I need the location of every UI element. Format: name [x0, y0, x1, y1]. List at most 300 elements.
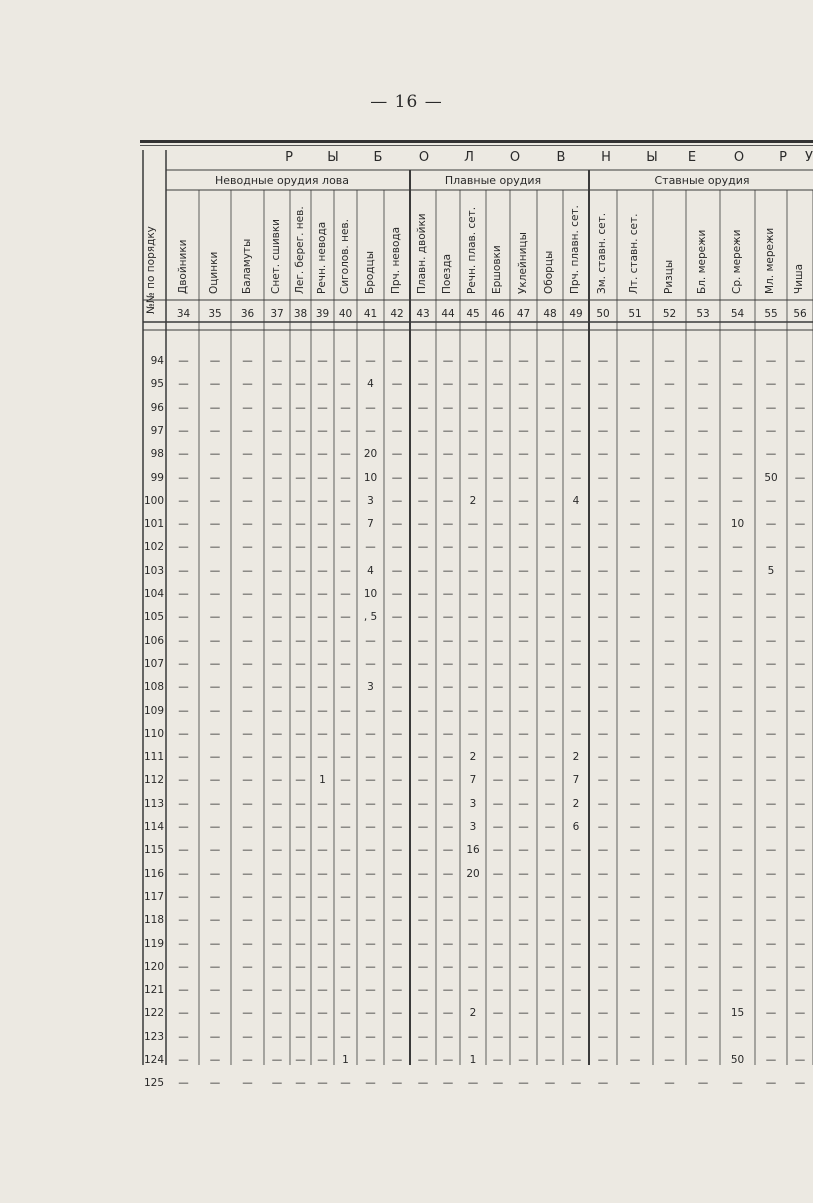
- table-cell-empty: —: [271, 960, 283, 973]
- table-cell-empty: —: [544, 914, 556, 927]
- table-cell-value: 20: [466, 867, 480, 880]
- table-cell-empty: —: [570, 611, 582, 624]
- table-cell-empty: —: [597, 378, 609, 391]
- table-cell-empty: —: [492, 541, 504, 554]
- table-cell-empty: —: [417, 471, 429, 484]
- column-label: Прч. невода: [390, 226, 402, 294]
- row-number: 104: [143, 588, 164, 600]
- table-cell-empty: —: [391, 355, 403, 367]
- table-cell-empty: —: [518, 1030, 529, 1043]
- table-cell-empty: —: [518, 588, 529, 600]
- table-cell-empty: —: [732, 494, 743, 507]
- table-cell-empty: —: [365, 1030, 376, 1043]
- row-number: 120: [143, 960, 164, 973]
- table-cell-empty: —: [697, 401, 709, 414]
- table-cell-empty: —: [209, 1007, 221, 1020]
- table-cell-empty: —: [732, 657, 743, 670]
- table-cell-empty: —: [417, 1077, 429, 1090]
- table-cell-empty: —: [467, 424, 479, 437]
- row-number: 112: [143, 774, 164, 787]
- table-cell-empty: —: [467, 378, 479, 391]
- table-cell-empty: —: [570, 937, 582, 950]
- table-cell-empty: —: [467, 914, 479, 927]
- table-cell-empty: —: [697, 984, 709, 997]
- table-cell-empty: —: [732, 588, 743, 600]
- table-cell-empty: —: [794, 471, 806, 484]
- table-cell-empty: —: [391, 588, 403, 600]
- table-cell-empty: —: [442, 984, 454, 997]
- table-cell-empty: —: [442, 821, 454, 833]
- table-cell-empty: —: [518, 984, 529, 997]
- table-cell-empty: —: [178, 588, 189, 600]
- table-cell-empty: —: [242, 1077, 253, 1090]
- table-cell-empty: —: [664, 588, 675, 600]
- table-cell-empty: —: [340, 867, 351, 880]
- table-cell-empty: —: [242, 611, 253, 624]
- table-cell-empty: —: [317, 914, 328, 927]
- title-letter: Ы: [327, 150, 339, 165]
- table-cell-empty: —: [317, 355, 328, 367]
- table-cell-empty: —: [664, 611, 675, 624]
- table-cell-empty: —: [492, 1030, 504, 1043]
- table-cell-empty: —: [271, 611, 283, 624]
- table-cell-empty: —: [518, 914, 529, 927]
- table-cell-empty: —: [467, 588, 479, 600]
- table-cell-empty: —: [794, 378, 806, 391]
- table-cell-empty: —: [417, 984, 429, 997]
- table-cell-empty: —: [697, 960, 709, 973]
- table-cell-empty: —: [209, 378, 221, 391]
- table-cell-empty: —: [178, 1007, 189, 1020]
- table-cell-empty: —: [467, 727, 479, 740]
- table-cell-empty: —: [295, 751, 306, 764]
- table-cell-empty: —: [492, 844, 504, 857]
- table-cell-empty: —: [629, 588, 641, 600]
- table-cell-empty: —: [178, 634, 189, 647]
- table-cell-empty: —: [570, 960, 582, 973]
- table-cell-empty: —: [629, 844, 641, 857]
- row-number: 118: [143, 914, 164, 927]
- table-cell-empty: —: [629, 378, 641, 391]
- table-cell-empty: —: [629, 611, 641, 624]
- table-cell-empty: —: [295, 984, 306, 997]
- table-cell-empty: —: [492, 588, 504, 600]
- table-cell-empty: —: [544, 1030, 556, 1043]
- title-letter: Р: [285, 150, 293, 165]
- table-cell-empty: —: [467, 471, 479, 484]
- table-cell-empty: —: [518, 844, 529, 857]
- table-cell-empty: —: [794, 424, 806, 437]
- table-cell-empty: —: [340, 1007, 351, 1020]
- table-cell-value: 10: [363, 588, 378, 600]
- title-letter: О: [509, 150, 521, 165]
- table-cell-empty: —: [765, 494, 777, 507]
- table-cell-value: 50: [764, 471, 778, 484]
- table-cell-empty: —: [391, 937, 403, 950]
- table-cell-empty: —: [570, 588, 582, 600]
- table-cell-empty: —: [391, 518, 403, 531]
- table-cell-empty: —: [442, 588, 454, 600]
- table-cell-empty: —: [295, 1077, 306, 1090]
- table-cell-empty: —: [391, 378, 403, 391]
- column-number: 48: [543, 308, 557, 320]
- table-cell-empty: —: [391, 471, 403, 484]
- table-cell-empty: —: [794, 518, 806, 531]
- table-cell-empty: —: [664, 634, 675, 647]
- table-cell-empty: —: [597, 611, 609, 624]
- table-cell-empty: —: [417, 727, 429, 740]
- table-cell-empty: —: [417, 1007, 429, 1020]
- table-cell-empty: —: [732, 448, 743, 461]
- table-cell-empty: —: [317, 867, 328, 880]
- table-cell-empty: —: [209, 681, 221, 694]
- table-cell-empty: —: [391, 494, 403, 507]
- table-cell-empty: —: [340, 727, 351, 740]
- table-cell-empty: —: [794, 355, 806, 367]
- table-cell-empty: —: [492, 564, 504, 577]
- table-cell-empty: —: [544, 424, 556, 437]
- table-cell-empty: —: [492, 1054, 504, 1066]
- table-cell-empty: —: [765, 774, 777, 787]
- table-cell-empty: —: [664, 681, 675, 694]
- table-cell-empty: —: [664, 448, 675, 461]
- title-letter: Н: [601, 150, 611, 165]
- table-cell-empty: —: [664, 355, 675, 367]
- table-cell-empty: —: [629, 448, 641, 461]
- table-cell-empty: —: [664, 890, 675, 903]
- title-letter: О: [733, 150, 745, 165]
- table-cell-empty: —: [340, 564, 351, 577]
- table-cell-empty: —: [271, 588, 283, 600]
- table-cell-empty: —: [518, 634, 529, 647]
- table-cell-empty: —: [629, 401, 641, 414]
- table-cell-empty: —: [242, 937, 253, 950]
- table-cell-empty: —: [209, 424, 221, 437]
- table-cell-empty: —: [271, 821, 283, 833]
- row-number: 96: [150, 401, 164, 414]
- table-cell-empty: —: [597, 844, 609, 857]
- table-cell-empty: —: [794, 774, 806, 787]
- row-number: 106: [143, 634, 164, 647]
- table-cell-empty: —: [597, 1030, 609, 1043]
- table-cell-empty: —: [544, 984, 556, 997]
- table-cell-empty: —: [492, 681, 504, 694]
- table-cell-empty: —: [417, 797, 429, 810]
- title-letter: Ы: [646, 150, 658, 165]
- table-cell-empty: —: [271, 424, 283, 437]
- table-cell-empty: —: [697, 634, 709, 647]
- table-cell-empty: —: [178, 797, 189, 810]
- table-cell-empty: —: [544, 564, 556, 577]
- table-cell-empty: —: [340, 611, 351, 624]
- table-cell-empty: —: [340, 704, 351, 717]
- table-cell-empty: —: [765, 401, 777, 414]
- table-cell-value: 3: [469, 821, 477, 833]
- table-cell-empty: —: [178, 424, 189, 437]
- table-cell-empty: —: [467, 448, 479, 461]
- table-cell-empty: —: [417, 355, 429, 367]
- table-cell-empty: —: [544, 797, 556, 810]
- table-cell-empty: —: [242, 867, 253, 880]
- title-letter: Р: [779, 150, 787, 165]
- table-cell-empty: —: [271, 518, 283, 531]
- table-cell-empty: —: [178, 611, 189, 624]
- table-cell-empty: —: [794, 541, 806, 554]
- table-cell-empty: —: [732, 424, 743, 437]
- table-cell-empty: —: [417, 588, 429, 600]
- table-cell-empty: —: [340, 518, 351, 531]
- table-cell-empty: —: [732, 471, 743, 484]
- table-cell-empty: —: [664, 727, 675, 740]
- table-cell-empty: —: [365, 867, 376, 880]
- table-cell-empty: —: [544, 401, 556, 414]
- table-cell-empty: —: [209, 518, 221, 531]
- row-number: 109: [143, 704, 164, 717]
- table-cell-empty: —: [765, 821, 777, 833]
- table-cell-empty: —: [242, 914, 253, 927]
- table-cell-empty: —: [317, 611, 328, 624]
- table-cell-empty: —: [697, 867, 709, 880]
- table-cell-empty: —: [794, 657, 806, 670]
- column-label: Ср. мережи: [730, 229, 743, 294]
- table-cell-empty: —: [271, 914, 283, 927]
- table-cell-empty: —: [570, 914, 582, 927]
- table-cell-empty: —: [209, 541, 221, 554]
- table-cell-empty: —: [518, 355, 529, 367]
- table-cell-value: 7: [469, 774, 477, 787]
- table-cell-empty: —: [178, 727, 189, 740]
- table-cell-empty: —: [340, 960, 351, 973]
- table-cell-empty: —: [442, 681, 454, 694]
- table-cell-empty: —: [391, 657, 403, 670]
- table-cell-empty: —: [697, 890, 709, 903]
- table-cell-empty: —: [365, 424, 376, 437]
- table-cell-empty: —: [544, 1054, 556, 1066]
- table-cell-empty: —: [178, 1030, 189, 1043]
- column-label: Ризцы: [662, 259, 675, 294]
- table-cell-empty: —: [209, 914, 221, 927]
- column-number: 56: [793, 308, 807, 320]
- table-cell-empty: —: [417, 424, 429, 437]
- column-number: 36: [240, 308, 255, 320]
- table-cell-empty: —: [544, 727, 556, 740]
- table-cell-empty: —: [664, 401, 675, 414]
- table-cell-empty: —: [442, 378, 454, 391]
- table-cell-empty: —: [442, 704, 454, 717]
- column-number: 35: [208, 308, 222, 320]
- table-cell-empty: —: [570, 378, 582, 391]
- table-cell-empty: —: [544, 681, 556, 694]
- row-number: 113: [143, 797, 164, 810]
- table-cell-empty: —: [317, 1030, 328, 1043]
- table-cell-empty: —: [697, 937, 709, 950]
- table-cell-empty: —: [242, 541, 253, 554]
- table-cell-empty: —: [732, 704, 743, 717]
- table-cell-empty: —: [391, 890, 403, 903]
- table-cell-empty: —: [697, 518, 709, 531]
- table-cell-empty: —: [664, 797, 675, 810]
- table-cell-empty: —: [178, 1054, 189, 1066]
- table-cell-empty: —: [178, 751, 189, 764]
- table-cell-empty: —: [518, 751, 529, 764]
- table-cell-empty: —: [209, 471, 221, 484]
- table-cell-empty: —: [178, 704, 189, 717]
- table-cell-empty: —: [629, 867, 641, 880]
- table-cell-empty: —: [209, 821, 221, 833]
- table-cell-empty: —: [442, 1054, 454, 1066]
- table-cell-empty: —: [664, 867, 675, 880]
- group-label: Плавные орудия: [444, 174, 542, 187]
- row-number: 103: [143, 564, 164, 577]
- table-cell-empty: —: [765, 704, 777, 717]
- table-cell-empty: —: [732, 960, 743, 973]
- column-number: 34: [176, 308, 191, 320]
- table-cell-empty: —: [492, 611, 504, 624]
- column-number: 55: [764, 308, 778, 320]
- table-cell-empty: —: [518, 494, 529, 507]
- table-cell-empty: —: [597, 401, 609, 414]
- table-cell-empty: —: [518, 378, 529, 391]
- table-cell-empty: —: [697, 541, 709, 554]
- table-cell-empty: —: [629, 821, 641, 833]
- table-cell-empty: —: [794, 634, 806, 647]
- table-cell-empty: —: [629, 984, 641, 997]
- table-cell-empty: —: [492, 774, 504, 787]
- table-cell-empty: —: [765, 914, 777, 927]
- table-cell-empty: —: [391, 1054, 403, 1066]
- column-number: 37: [270, 308, 284, 320]
- table-cell-empty: —: [242, 471, 253, 484]
- table-cell-empty: —: [794, 681, 806, 694]
- table-cell-empty: —: [570, 984, 582, 997]
- table-cell-empty: —: [492, 1007, 504, 1020]
- table-cell-empty: —: [442, 355, 454, 367]
- table-cell-empty: —: [365, 401, 376, 414]
- table-cell-empty: —: [295, 1030, 306, 1043]
- table-cell-empty: —: [629, 424, 641, 437]
- table-cell-empty: —: [391, 844, 403, 857]
- table-cell-empty: —: [178, 774, 189, 787]
- table-cell-empty: —: [365, 1007, 376, 1020]
- table-cell-empty: —: [765, 634, 777, 647]
- table-cell-empty: —: [178, 914, 189, 927]
- row-number: 122: [143, 1007, 164, 1020]
- column-label: Снет. сшивки: [270, 218, 282, 294]
- table-cell-empty: —: [271, 494, 283, 507]
- table-cell-empty: —: [597, 984, 609, 997]
- table-cell-empty: —: [209, 611, 221, 624]
- table-cell-empty: —: [697, 424, 709, 437]
- table-cell-empty: —: [732, 564, 743, 577]
- table-cell-empty: —: [340, 355, 351, 367]
- table-cell-empty: —: [597, 424, 609, 437]
- table-cell-empty: —: [442, 727, 454, 740]
- table-cell-empty: —: [178, 401, 189, 414]
- table-cell-empty: —: [317, 588, 328, 600]
- table-cell-empty: —: [467, 634, 479, 647]
- table-cell-empty: —: [295, 588, 306, 600]
- table-cell-empty: —: [417, 890, 429, 903]
- title-letter: О: [418, 150, 430, 165]
- table-cell-empty: —: [697, 471, 709, 484]
- table-cell-empty: —: [492, 890, 504, 903]
- table-cell-value: 4: [367, 564, 374, 577]
- table-cell-empty: —: [629, 1030, 641, 1043]
- table-cell-empty: —: [765, 588, 777, 600]
- row-number: 97: [150, 424, 164, 437]
- table-cell-empty: —: [697, 1054, 709, 1066]
- table-cell-empty: —: [697, 727, 709, 740]
- table-cell-empty: —: [391, 424, 403, 437]
- row-number: 124: [143, 1054, 164, 1066]
- table-cell-empty: —: [765, 867, 777, 880]
- table-cell-empty: —: [340, 681, 351, 694]
- table-cell-empty: —: [570, 448, 582, 461]
- table-cell-empty: —: [732, 541, 743, 554]
- table-cell-empty: —: [664, 844, 675, 857]
- table-cell-empty: —: [417, 774, 429, 787]
- table-cell-empty: —: [317, 378, 328, 391]
- column-label: Лт. ставн. сет.: [628, 213, 640, 294]
- table-cell-empty: —: [570, 471, 582, 484]
- table-cell-empty: —: [178, 890, 189, 903]
- table-cell-empty: —: [295, 564, 306, 577]
- table-cell-empty: —: [209, 1054, 221, 1066]
- table-cell-empty: —: [317, 751, 328, 764]
- table-cell-empty: —: [697, 844, 709, 857]
- table-cell-value: 5: [767, 564, 775, 577]
- table-cell-empty: —: [544, 518, 556, 531]
- table-cell-empty: —: [271, 378, 283, 391]
- table-cell-empty: —: [242, 564, 253, 577]
- column-number: 38: [293, 308, 308, 320]
- column-label: Сиголов. нев.: [338, 219, 351, 294]
- table-cell-empty: —: [295, 401, 306, 414]
- table-cell-empty: —: [544, 751, 556, 764]
- table-cell-empty: —: [664, 1007, 675, 1020]
- table-cell-empty: —: [794, 1030, 806, 1043]
- table-cell-value: 3: [469, 797, 477, 810]
- table-cell-empty: —: [697, 448, 709, 461]
- table-cell-empty: —: [765, 611, 777, 624]
- table-cell-empty: —: [391, 541, 403, 554]
- table-cell-empty: —: [518, 424, 529, 437]
- table-cell-value: 1: [469, 1054, 477, 1066]
- row-number: 116: [143, 867, 164, 880]
- table-cell-empty: —: [664, 914, 675, 927]
- table-cell-empty: —: [242, 494, 253, 507]
- table-cell-empty: —: [271, 401, 283, 414]
- table-cell-empty: —: [794, 1007, 806, 1020]
- table-cell-empty: —: [467, 937, 479, 950]
- table-cell-empty: —: [518, 611, 529, 624]
- table-cell-empty: —: [442, 844, 454, 857]
- table-cell-empty: —: [629, 1077, 641, 1090]
- table-cell-empty: —: [178, 984, 189, 997]
- table-cell-empty: —: [209, 984, 221, 997]
- table-cell-empty: —: [492, 821, 504, 833]
- title-letter: В: [556, 150, 566, 165]
- column-number: 45: [466, 308, 480, 320]
- table-cell-empty: —: [295, 821, 306, 833]
- table-cell-empty: —: [442, 611, 454, 624]
- table-cell-empty: —: [467, 1077, 479, 1090]
- table-cell-empty: —: [242, 401, 253, 414]
- table-cell-empty: —: [492, 378, 504, 391]
- table-cell-empty: —: [664, 1030, 675, 1043]
- table-cell-empty: —: [271, 867, 283, 880]
- table-cell-empty: —: [242, 751, 253, 764]
